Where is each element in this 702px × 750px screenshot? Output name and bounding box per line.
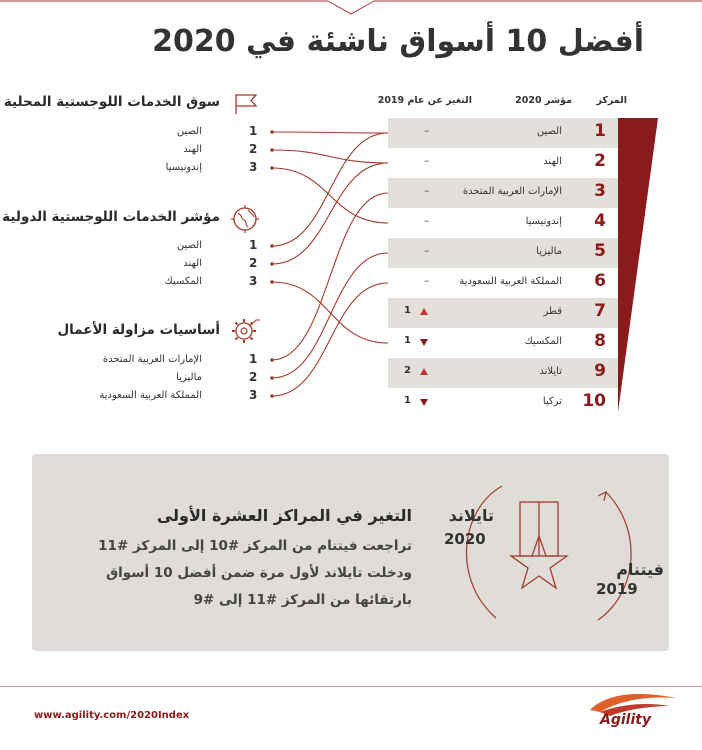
rank-number: 9: [594, 361, 606, 381]
table-row: [388, 148, 618, 178]
header-index: مؤشر 2020: [515, 95, 572, 106]
category-item-number: 2: [249, 256, 258, 270]
link-indonesia-1: [272, 168, 388, 223]
rank-number: 8: [594, 331, 606, 351]
category-item: المكسيك: [164, 276, 202, 287]
rank-number: 5: [594, 241, 606, 261]
category-item-number: 2: [249, 142, 258, 156]
rank-number: 3: [594, 181, 606, 201]
change-value: 1: [404, 305, 411, 316]
category-item-number: 1: [249, 124, 258, 138]
vietnam-year: 2019: [596, 580, 638, 598]
thailand-year: 2020: [444, 530, 486, 548]
country-name: قطر: [543, 306, 562, 317]
table-row: [388, 298, 618, 328]
globe-icon: [230, 204, 260, 234]
gear-icon: [230, 316, 262, 346]
category-item: الصين: [176, 126, 202, 137]
table-row: [388, 238, 618, 268]
country-name: إندونيسيا: [525, 216, 562, 227]
category-item-number: 3: [249, 160, 258, 174]
trend-down-icon: [420, 399, 428, 406]
rank-number: 6: [594, 271, 606, 291]
no-change-mark: –: [424, 214, 430, 227]
rank-number: 10: [582, 391, 606, 411]
thailand-label: تايلاند: [448, 506, 494, 525]
table-row: [388, 208, 618, 238]
country-name: المكسيك: [524, 336, 562, 347]
table-row: [388, 268, 618, 298]
link-mexico-2: [272, 282, 388, 343]
change-value: 1: [404, 335, 411, 346]
link-malaysia-3: [272, 253, 388, 378]
link-uae-3: [272, 193, 388, 360]
category-item: الهند: [183, 144, 202, 155]
category-item: المملكة العربية السعودية: [99, 390, 202, 401]
category-item: إندونيسيا: [165, 162, 202, 173]
category-item: الصين: [176, 240, 202, 251]
link-china-1: [272, 132, 388, 133]
vietnam-label: فيتنام: [616, 560, 664, 579]
table-row: [388, 118, 618, 148]
country-name: تركيا: [542, 396, 562, 407]
category-item: الهند: [183, 258, 202, 269]
trend-up-icon: [420, 368, 428, 375]
no-change-mark: –: [424, 244, 430, 257]
rank-number: 4: [594, 211, 606, 231]
changes-panel-title: التغير في المراكز العشرة الأولى: [156, 506, 412, 525]
agility-logo-text: Agility: [600, 712, 652, 728]
trend-up-icon: [420, 308, 428, 315]
table-row: [388, 328, 618, 358]
link-india-1: [272, 150, 388, 163]
changes-line: بارتقائها من المركز #11 إلى #9: [193, 592, 412, 608]
category-item-number: 3: [249, 388, 258, 402]
header-change: التغير عن عام 2019: [377, 95, 472, 106]
country-name: المملكة العربية السعودية: [459, 276, 562, 287]
header-rank: المركز: [596, 95, 627, 106]
change-value: 2: [404, 365, 411, 376]
rank-number: 1: [594, 121, 606, 141]
table-row: [388, 388, 618, 418]
changes-line: تراجعت فيتنام من المركز #10 إلى المركز #11: [98, 538, 412, 554]
link-india-2: [272, 163, 388, 264]
no-change-mark: –: [424, 184, 430, 197]
link-saudi-3: [272, 283, 388, 396]
country-name: ماليزيا: [536, 246, 562, 257]
changes-line: ودخلت تايلاند لأول مرة ضمن أفضل 10 أسواق: [106, 565, 412, 581]
category-item: ماليزيا: [176, 372, 202, 383]
rank-wedge: [618, 118, 658, 412]
category-title-local: سوق الخدمات اللوجستية المحلية: [3, 94, 220, 110]
footer-divider: [0, 686, 702, 687]
change-value: 1: [404, 395, 411, 406]
table-row: [388, 178, 618, 208]
category-item-number: 3: [249, 274, 258, 288]
category-title-international: مؤشر الخدمات اللوجستية الدولية: [2, 209, 220, 225]
category-item-number: 2: [249, 370, 258, 384]
no-change-mark: –: [424, 274, 430, 287]
no-change-mark: –: [424, 154, 430, 167]
country-name: الصين: [536, 126, 562, 137]
country-name: الهند: [543, 156, 562, 167]
rank-number: 2: [594, 151, 606, 171]
no-change-mark: –: [424, 124, 430, 137]
country-name: تايلاند: [539, 366, 562, 377]
category-title-business: أساسيات مزاولة الأعمال: [57, 322, 220, 338]
rank-swap-graphic: [438, 470, 668, 640]
country-name: الإمارات العربية المتحدة: [462, 186, 562, 197]
footer-url[interactable]: www.agility.com/2020Index: [34, 710, 190, 721]
table-row: [388, 358, 618, 388]
page-title: أفضل 10 أسواق ناشئة في 2020: [152, 24, 644, 59]
category-item-number: 1: [249, 238, 258, 252]
flag-icon: [230, 92, 260, 116]
trend-down-icon: [420, 339, 428, 346]
category-item-number: 1: [249, 352, 258, 366]
rank-number: 7: [594, 301, 606, 321]
category-item: الإمارات العربية المتحدة: [102, 354, 202, 365]
